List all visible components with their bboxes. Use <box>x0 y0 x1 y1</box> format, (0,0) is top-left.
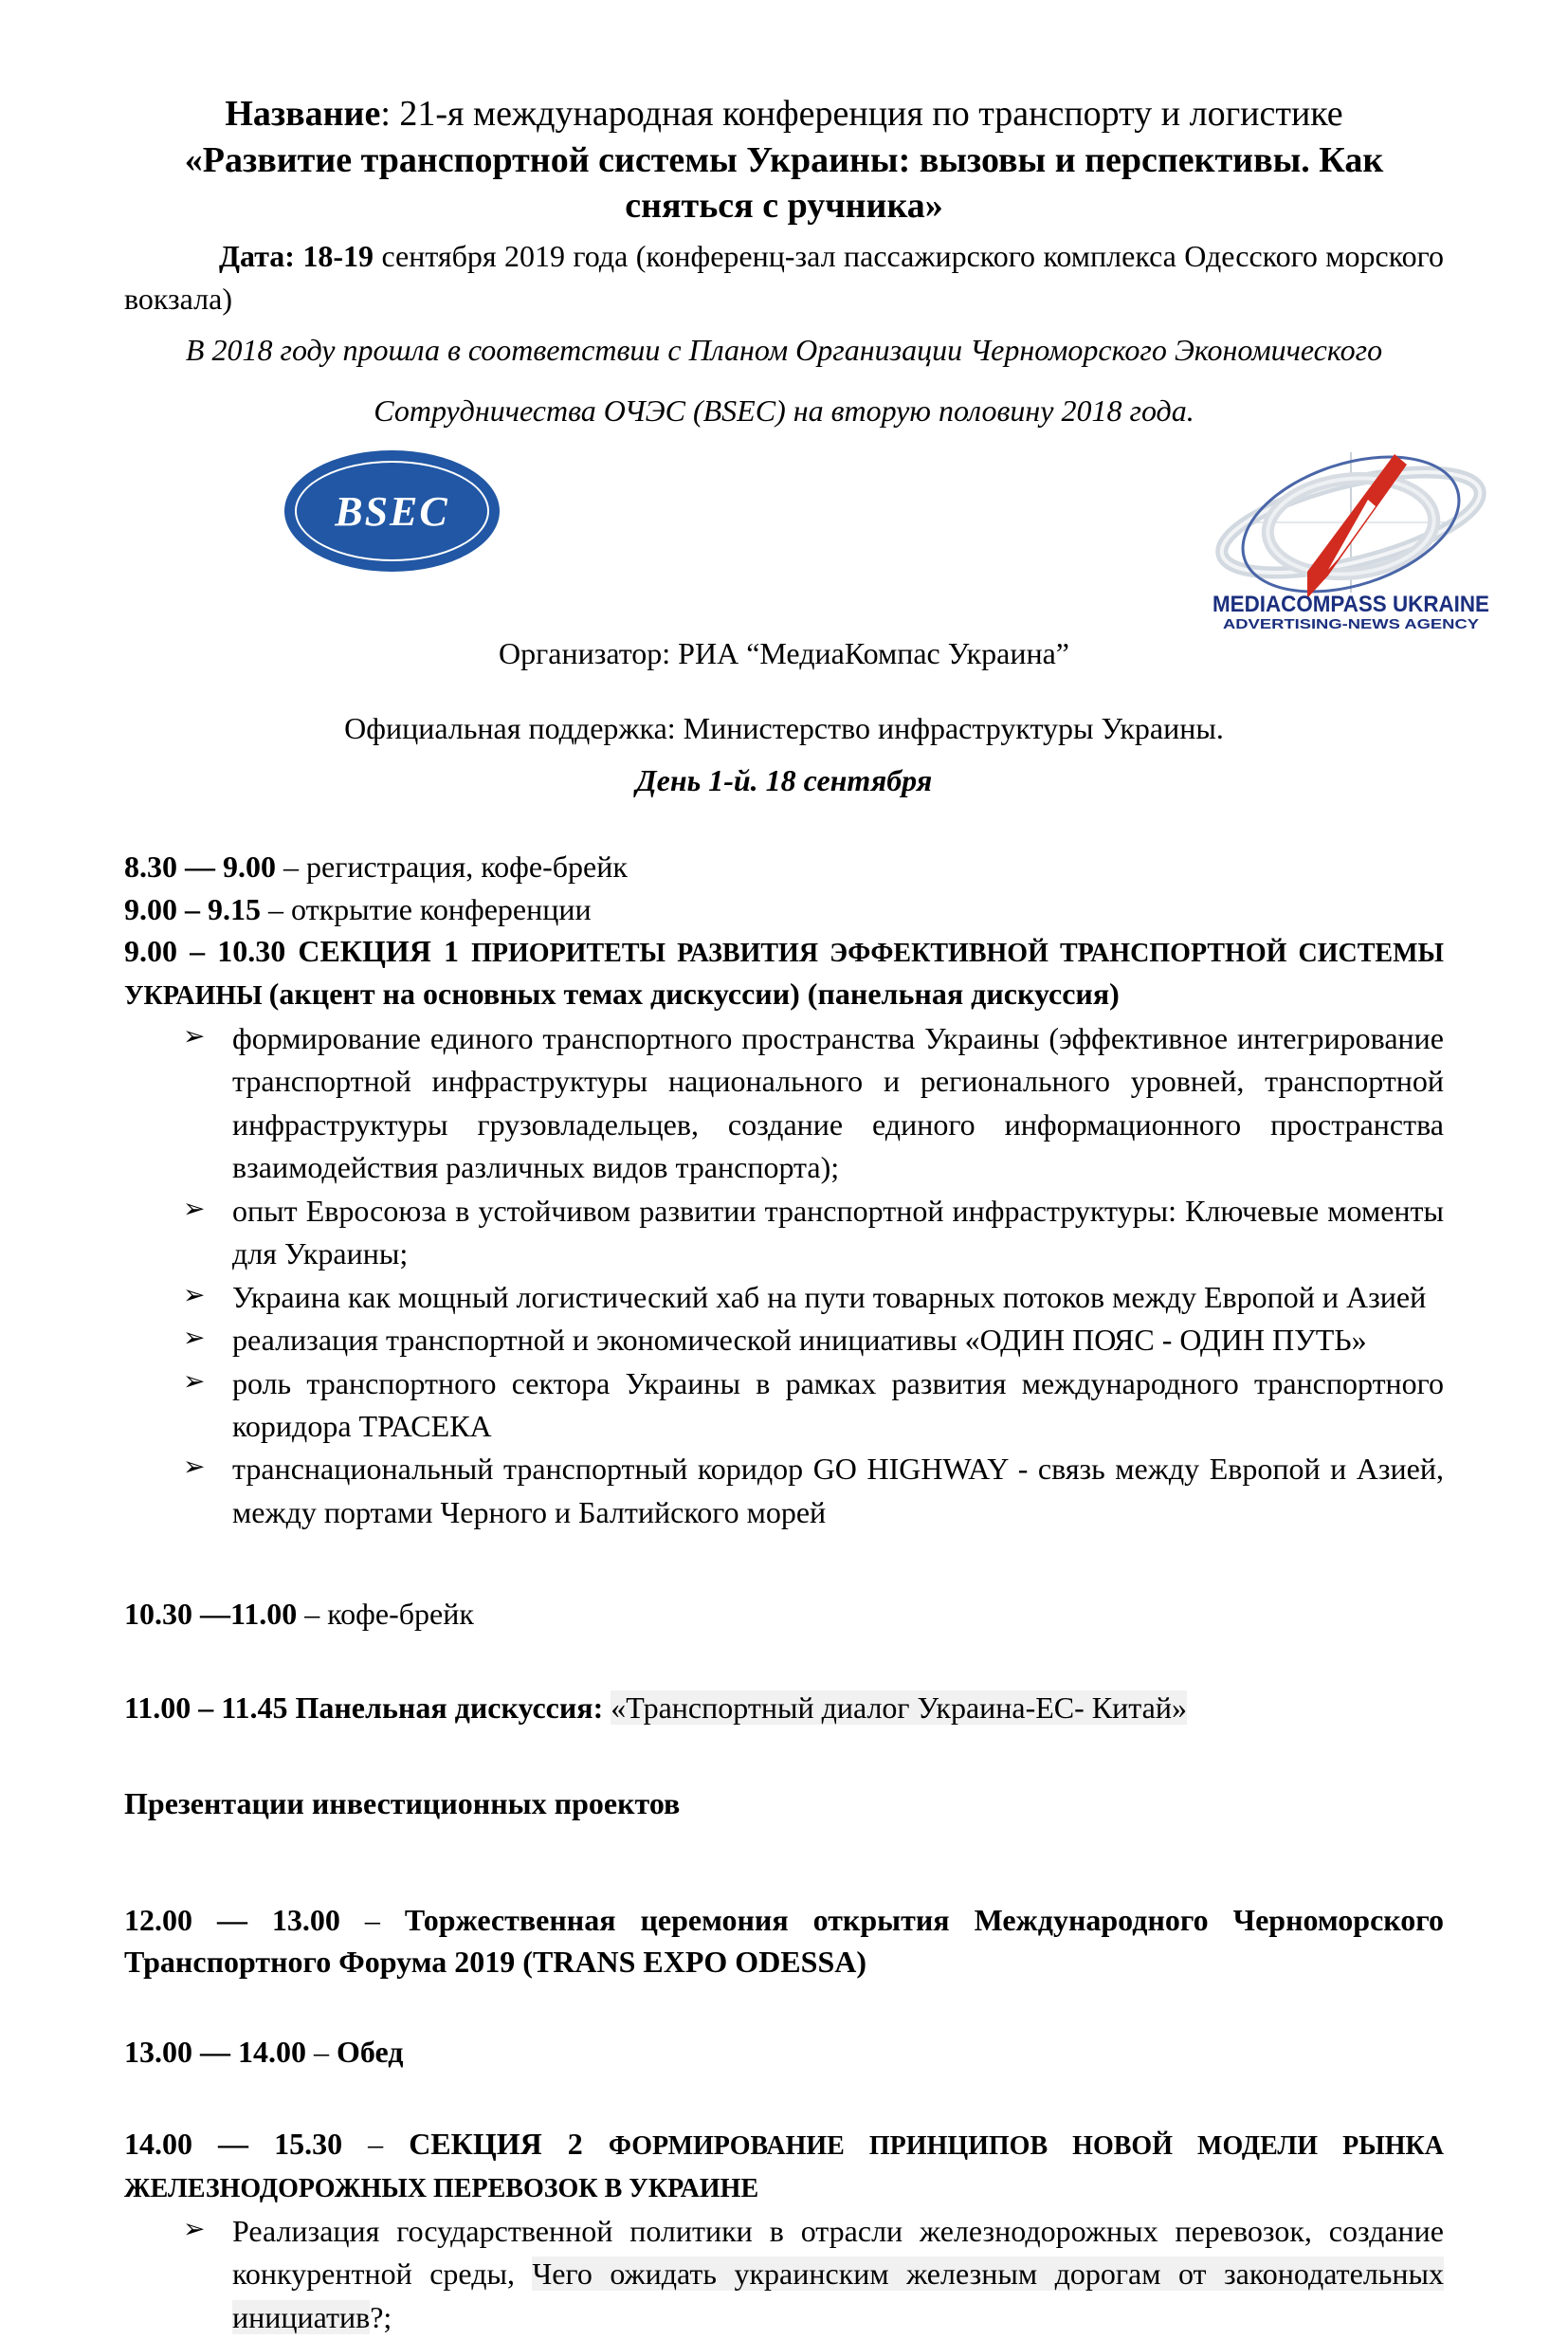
highlighted-text: «Транспортный диалог Украина-ЕС- Китай» <box>611 1690 1187 1726</box>
section1-bullets <box>124 1017 1444 1534</box>
opening-text: открытие конференции <box>291 891 592 926</box>
ceremony-line <box>124 1899 1444 1984</box>
ceremony-dash: – <box>339 1902 405 1937</box>
schedule-coffee-break <box>124 1593 1444 1635</box>
history-line-2: Сотрудничества ОЧЭС (BSEC) на вторую половину 2018 года. <box>374 393 1194 429</box>
bullet-item <box>124 1276 1444 1319</box>
bullet-arrow-icon: ➢ <box>183 1278 206 1310</box>
section2-caps: ФОРМИРОВАНИЕ ПРИНЦИПОВ НОВОЙ МОДЕЛИ РЫНКА ЖЕЛЕЗНОДОРОЖНЫХ ПЕРЕВОЗОК В УКРАИНЕ <box>124 2131 1444 2203</box>
bullet-item <box>124 1448 1444 1534</box>
highlighted-text: Чего ожидать украинским железным дорогам от законодательных инициатив <box>232 2257 1445 2334</box>
bullet-item <box>124 1319 1444 1361</box>
bullet-text: формирование единого транспортного пространства Украины (эффективное интегрирование транспортной инфраструктуры национального и регионального уровней, транспортной инфраструктуры грузовладельцев, создание единого информационного пространства взаимодействия различных видов транспорта); <box>232 1021 1444 1185</box>
ceremony-text: Торжественная церемония открытия Международного Черноморского Транспортного Форума 2019 (TRANS EXPO ODESSA) <box>124 1902 1445 1980</box>
lunch-dash: – <box>306 2035 337 2070</box>
lunch-line <box>124 2031 1444 2074</box>
section2-lead: СЕКЦИЯ 2 <box>409 2127 609 2162</box>
conference-subtitle: «Развитие транспортной системы Украины: вызовы и перспективы. Как сняться с ручника» <box>184 139 1384 227</box>
panel-discussion-line <box>124 1687 1444 1729</box>
mediacompass-title: MEDIACOMPASS UKRAINE <box>1212 592 1489 618</box>
day-header: День 1-й. 18 сентября <box>635 763 933 798</box>
coffee-time: 10.30 —11.00 <box>124 1597 298 1632</box>
mediacompass-subtitle: ADVERTISING-NEWS AGENCY <box>1223 616 1479 633</box>
section2-bullet-post: ?; <box>370 2299 392 2334</box>
bullet-text: опыт Евросоюза в устойчивом развитии транспортной инфраструктуры: Ключевые моменты для Украины; <box>232 1193 1444 1271</box>
section1-lead: 9.00 – 10.30 СЕКЦИЯ 1 <box>124 934 472 969</box>
bullet-arrow-icon: ➢ <box>183 1451 206 1483</box>
coffee-text: кофе-брейк <box>327 1597 474 1632</box>
schedule-opening <box>124 888 1444 931</box>
bullet-arrow-icon: ➢ <box>183 1322 206 1354</box>
bsec-logo-text: BSEC <box>335 487 449 535</box>
bullet-arrow-icon: ➢ <box>183 1020 206 1052</box>
section2-dash: – <box>342 2127 410 2162</box>
bullet-item <box>124 1362 1444 1449</box>
registration-text: регистрация, кофе-брейк <box>306 849 628 884</box>
ceremony-time: 12.00 — 13.00 <box>124 1902 340 1937</box>
section1-heading <box>124 930 1444 1015</box>
registration-time: 8.30 — 9.00 <box>124 849 276 884</box>
section1-tail: (акцент на основных темах дискуссии) (панельная дискуссия) <box>268 977 1120 1012</box>
date-rest: сентября 2019 года (конференц-зал пассажирского комплекса Одесского морского вокзала) <box>124 238 1445 316</box>
conference-title <box>124 91 1444 137</box>
presentations-heading: Презентации инвестиционных проектов <box>124 1785 681 1820</box>
date-bold: Дата: 18-19 <box>219 238 374 273</box>
bullet-item <box>124 1190 1444 1276</box>
title-label: Название <box>225 94 381 134</box>
title-rest: : 21-я международная конференция по транспорту и логистике <box>380 94 1343 134</box>
section2-heading <box>124 2123 1444 2208</box>
section2-time: 14.00 — 15.30 <box>124 2127 343 2162</box>
bullet-text: Украина как мощный логистический хаб на пути товарных потоков между Европой и Азией <box>232 1279 1427 1314</box>
history-line-1: В 2018 году прошла в соответствии с Планом Организации Черноморского Экономического <box>185 333 1383 368</box>
lunch-time: 13.00 — 14.00 <box>124 2035 306 2070</box>
bsec-logo <box>284 450 500 572</box>
date-paragraph <box>124 235 1444 320</box>
section2-bullet-pre: Реализация государственной политики в отрасли железнодорожных перевозок, создание конкурентной среды, <box>232 2213 1444 2292</box>
section2-bullets <box>124 2210 1444 2339</box>
panel-lead: 11.00 – 11.45 Панельная дискуссия: <box>124 1690 611 1726</box>
bullet-text: транснациональный транспортный коридор GO HIGHWAY - связь между Европой и Азией, между портами Черного и Балтийского морей <box>232 1452 1444 1529</box>
coffee-dash: – <box>297 1597 328 1632</box>
bullet-arrow-icon: ➢ <box>183 1364 206 1397</box>
logos-row <box>124 450 1489 633</box>
support-line: Официальная поддержка: Министерство инфраструктуры Украины. <box>344 711 1224 746</box>
schedule-registration <box>124 846 1444 888</box>
bullet-item <box>124 1017 1444 1190</box>
organizer-line: Организатор: РИА “МедиаКомпас Украина” <box>499 636 1069 671</box>
opening-time: 9.00 – 9.15 <box>124 891 261 926</box>
bullet-text: роль транспортного сектора Украины в рамках развития международного транспортного коридора ТРАСЕКА <box>232 1365 1444 1443</box>
section1-caps: ПРИОРИТЕТЫ РАЗВИТИЯ ЭФФЕКТИВНОЙ ТРАНСПОРТНОЙ СИСТЕМЫ УКРАИНЫ <box>124 939 1445 1012</box>
opening-dash: – <box>261 891 291 926</box>
bsec-logo-ring <box>295 461 489 561</box>
lunch-text: Обед <box>337 2035 404 2070</box>
bullet-item <box>124 2210 1444 2339</box>
bullet-arrow-icon: ➢ <box>183 1192 206 1224</box>
compass-icon <box>1212 432 1489 617</box>
registration-dash: – <box>276 849 306 884</box>
bullet-arrow-icon: ➢ <box>183 2212 206 2244</box>
bullet-text: реализация транспортной и экономической инициативы «ОДИН ПОЯС - ОДИН ПУТЬ» <box>232 1323 1367 1358</box>
history-note <box>124 320 1444 441</box>
mediacompass-logo <box>1209 450 1493 632</box>
